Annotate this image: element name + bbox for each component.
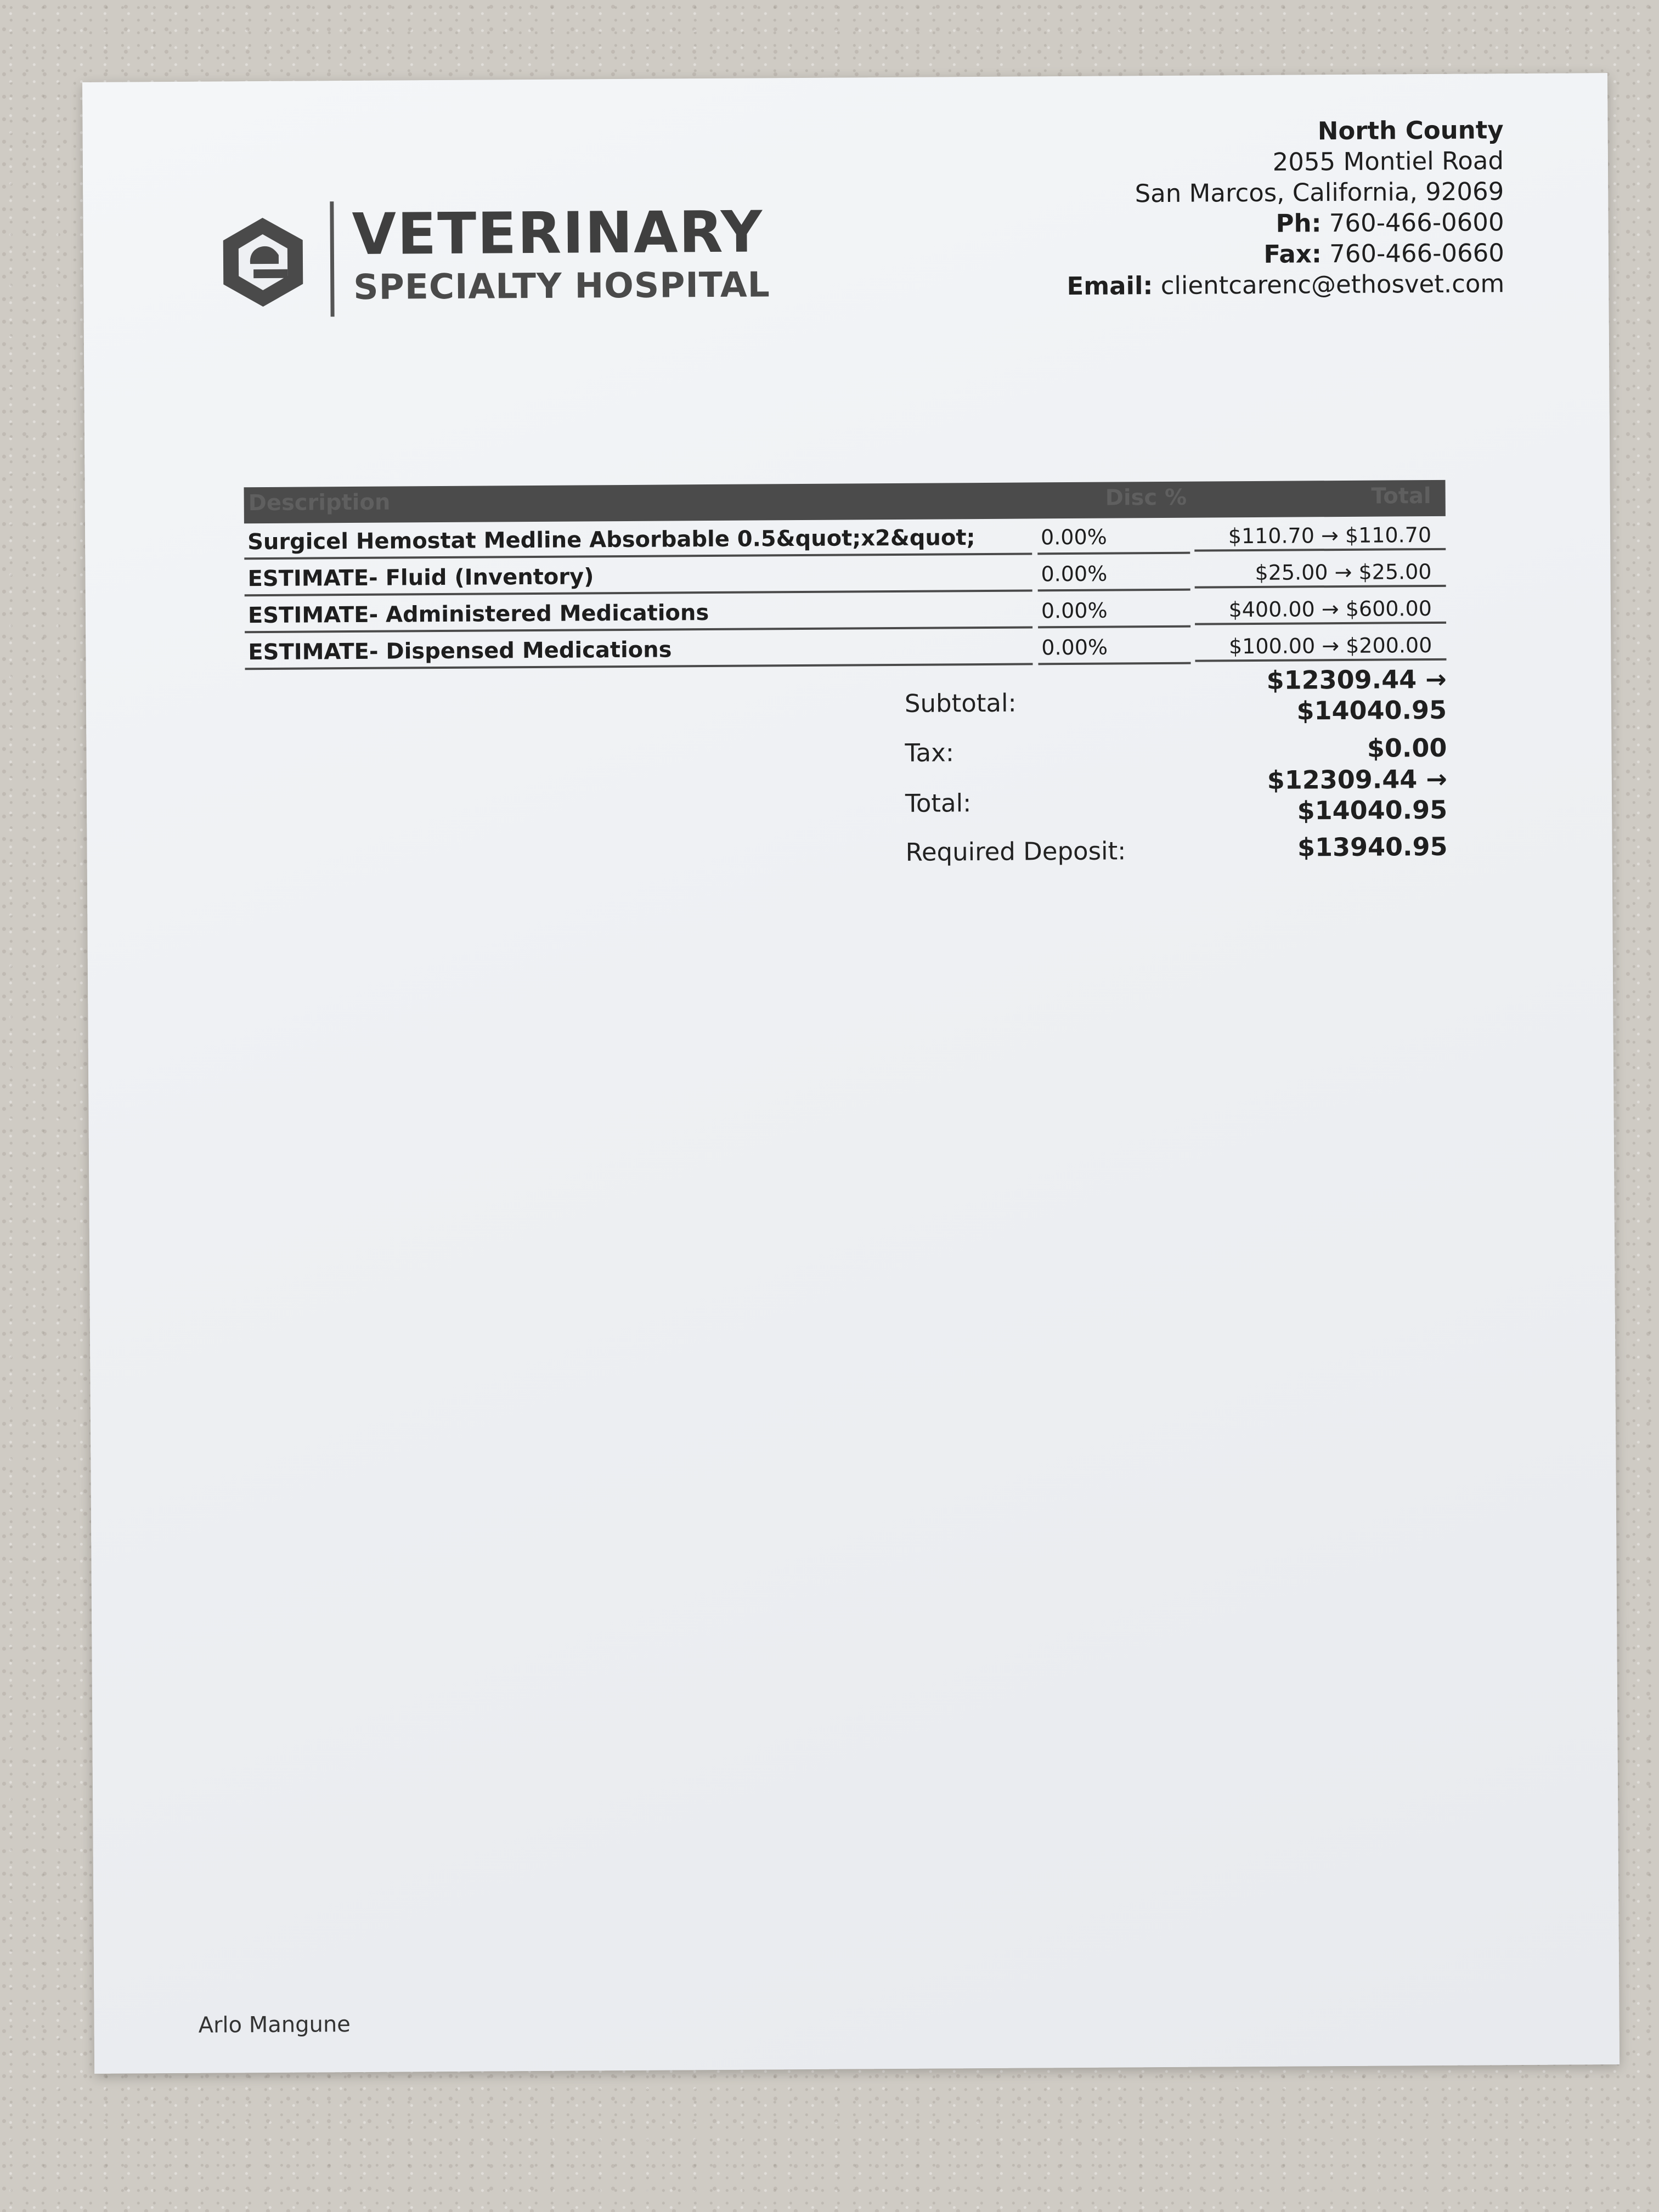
- row-total: $400.00 → $600.00: [1195, 593, 1446, 625]
- deposit-value: $13940.95: [1297, 831, 1448, 862]
- email-address: clientcarenc@ethosvet.com: [1160, 269, 1505, 300]
- subtotal-value: [1266, 664, 1447, 726]
- address-block: [1066, 115, 1505, 302]
- tax-label: Tax:: [905, 738, 955, 768]
- header-description: Description: [248, 489, 391, 516]
- row-disc: 0.00%: [1037, 521, 1190, 555]
- total-label: Total:: [905, 788, 972, 818]
- subtotal-value-line1: $12309.44 →: [1266, 664, 1447, 695]
- row-description: ESTIMATE- Dispensed Medications: [245, 632, 1032, 670]
- row-disc: 0.00%: [1037, 558, 1190, 592]
- street-address: 2055 Montiel Road: [1272, 146, 1504, 177]
- fax-label: Fax:: [1263, 239, 1322, 269]
- fax-number: 760-466-0660: [1329, 238, 1505, 269]
- row-description: ESTIMATE- Administered Medications: [245, 595, 1032, 633]
- row-total: $100.00 → $200.00: [1195, 630, 1446, 662]
- header-disc: Disc %: [1105, 484, 1187, 511]
- fax-line: [1066, 238, 1504, 271]
- row-total: $25.00 → $25.00: [1194, 556, 1446, 589]
- row-total: $110.70 → $110.70: [1194, 520, 1446, 552]
- location-name: North County: [1317, 115, 1504, 146]
- total-value: [1267, 764, 1448, 826]
- total-value-line2: $14040.95: [1297, 794, 1448, 826]
- city-line: San Marcos, California, 92069: [1135, 177, 1504, 208]
- table-row: [245, 627, 1446, 670]
- logo-title: VETERINARY: [352, 198, 764, 268]
- tax-value: $0.00: [1367, 732, 1447, 763]
- row-disc: 0.00%: [1038, 595, 1190, 629]
- phone-number: 760-466-0600: [1329, 207, 1504, 238]
- subtotal-value-line2: $14040.95: [1296, 695, 1447, 726]
- subtotal-label: Subtotal:: [904, 688, 1017, 718]
- header-total: Total: [1371, 483, 1431, 509]
- hospital-logo-icon: [220, 216, 306, 309]
- row-disc: 0.00%: [1038, 631, 1190, 665]
- logo-subtitle: SPECIALTY HOSPITAL: [353, 264, 771, 307]
- email-label: Email:: [1066, 271, 1153, 301]
- footer-name: Arlo Mangune: [198, 2012, 351, 2038]
- email-line: [1066, 268, 1504, 302]
- deposit-label: Required Deposit:: [905, 836, 1126, 867]
- row-description: ESTIMATE- Fluid (Inventory): [244, 558, 1032, 596]
- phone-line: [1066, 207, 1504, 240]
- logo-divider: [330, 201, 334, 317]
- document-page: [82, 73, 1620, 2074]
- phone-label: Ph:: [1276, 208, 1322, 238]
- estimate-table: [244, 480, 1447, 670]
- total-value-line1: $12309.44 →: [1267, 764, 1447, 795]
- row-description: Surgicel Hemostat Medline Absorbable 0.5&quot;x2&quot;: [244, 522, 1032, 560]
